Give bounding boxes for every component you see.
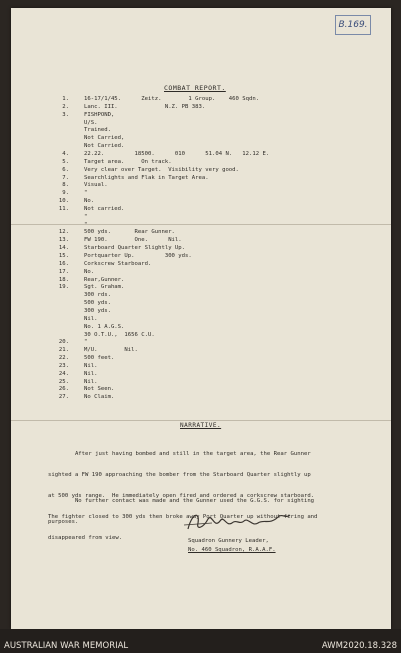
- item-number: 5.: [62, 158, 69, 165]
- item-text: Nil.: [84, 315, 98, 322]
- narrative-paragraph-1: After just having bombed and still in the target area, the Rear Gunner sighted a FW 190 approaching the bomber from the Starboard Quarter slightly up at 500 yds range. He immediately open fired and ordered a corkscrew starboard. The fighter closed to 300 yds then broke away Port Quarter up without firing and disappeared from view.: [48, 451, 318, 541]
- item-text: ": [84, 190, 88, 197]
- item-text: ": [84, 221, 88, 228]
- item-text: 500 yds.: [84, 300, 111, 307]
- item-number: 20.: [58, 339, 69, 346]
- item-number: 25.: [58, 378, 69, 385]
- item-number: 3.: [62, 111, 69, 118]
- item-text: ": [84, 213, 88, 220]
- item-number: 11.: [58, 205, 69, 212]
- item-text: Searchlights and Flak in Target Area.: [84, 174, 209, 181]
- fold-line: [11, 420, 391, 421]
- item-number: 19.: [58, 284, 69, 291]
- accession-number: AWM2020.18.328: [321, 641, 397, 651]
- item-text: M/U. Nil.: [84, 347, 138, 354]
- narrative-paragraph-2: No further contact was made and the Gunner used the G.G.S. for sighting purposes.: [48, 498, 315, 525]
- item-text: Nil.: [84, 378, 98, 385]
- item-text: ": [84, 339, 88, 346]
- item-text: FW 190. One. Nil.: [84, 237, 182, 244]
- item-text: Starboard Quarter Slightly Up.: [84, 245, 186, 252]
- item-number: 12.: [58, 229, 69, 236]
- item-text: 22.22. 18500. 010 51.04 N. 12.12 E.: [84, 150, 270, 157]
- item-number: 15.: [58, 253, 69, 259]
- item-text: No.: [84, 268, 95, 275]
- item-text: Corkscrew Starboard.: [84, 260, 152, 267]
- institution-name: AUSTRALIAN WAR MEMORIAL: [4, 641, 129, 651]
- signatory-title: Squadron Gunnery Leader,: [188, 538, 269, 544]
- item-number: 10.: [58, 198, 69, 205]
- item-text: Not Carried.: [84, 143, 125, 150]
- item-text: Trained.: [84, 127, 111, 134]
- item-number: 18.: [58, 276, 69, 283]
- item-text: U/S.: [84, 119, 98, 126]
- item-text: 500 yds. Rear Gunner.: [84, 229, 175, 236]
- item-text: No. 1 A.G.S.: [84, 323, 125, 330]
- item-text: Nil.: [84, 362, 98, 369]
- item-number: 23.: [58, 362, 69, 369]
- item-text: 30 O.T.U., 1656 C.U.: [84, 331, 155, 338]
- item-number: 16.: [58, 260, 69, 267]
- item-text: Lanc. III. N.Z. PB 383.: [84, 103, 206, 110]
- item-text: No Claim.: [84, 394, 115, 401]
- item-number: 13.: [58, 237, 69, 244]
- item-number: 24.: [58, 370, 69, 377]
- item-text: Not carried.: [84, 205, 125, 212]
- item-number: 1.: [62, 96, 69, 102]
- item-number: 2.: [62, 103, 69, 110]
- item-number: 9.: [62, 190, 69, 197]
- item-number: 4.: [62, 150, 69, 157]
- item-number: 17.: [58, 268, 69, 275]
- archive-reference-stamp: B.169.: [335, 15, 371, 35]
- item-text: Nil.: [84, 370, 98, 377]
- item-number: 6.: [62, 166, 69, 173]
- item-text: Visual.: [84, 182, 108, 189]
- signatory-unit: No. 460 Squadron, R.A.A.F.: [188, 547, 276, 553]
- item-number: 7.: [62, 174, 69, 181]
- item-text: Portquarter Up. 300 yds.: [84, 253, 192, 259]
- item-text: 300 yds.: [84, 307, 111, 314]
- archive-footer: [0, 629, 401, 653]
- narrative-title: NARRATIVE.: [180, 422, 222, 429]
- item-text: No.: [84, 198, 95, 205]
- item-text: 300 rds.: [84, 292, 111, 299]
- item-text: Not Seen.: [84, 386, 115, 393]
- handwritten-signature: [182, 505, 294, 537]
- item-text: Target area. On track.: [84, 158, 172, 165]
- item-text: Very clear over Target. Visibility very good.: [84, 166, 239, 173]
- item-number: 21.: [58, 347, 69, 354]
- item-number: 14.: [58, 245, 69, 252]
- item-number: 8.: [62, 182, 69, 189]
- item-text: 500 feet.: [84, 355, 115, 362]
- fold-line: [11, 224, 391, 225]
- item-text: Not Carried,: [84, 135, 125, 142]
- item-number: 27.: [58, 394, 69, 401]
- item-number: 26.: [58, 386, 69, 393]
- report-title: COMBAT REPORT.: [164, 84, 226, 92]
- item-text: Sgt. Graham.: [84, 284, 125, 291]
- item-text: Rear,Gunner.: [84, 276, 125, 283]
- item-number: 22.: [58, 355, 69, 362]
- item-text: 16-17/1/45. Zeitz. 1 Group. 460 Sqdn.: [84, 96, 260, 102]
- item-text: FISHPOND,: [84, 111, 115, 118]
